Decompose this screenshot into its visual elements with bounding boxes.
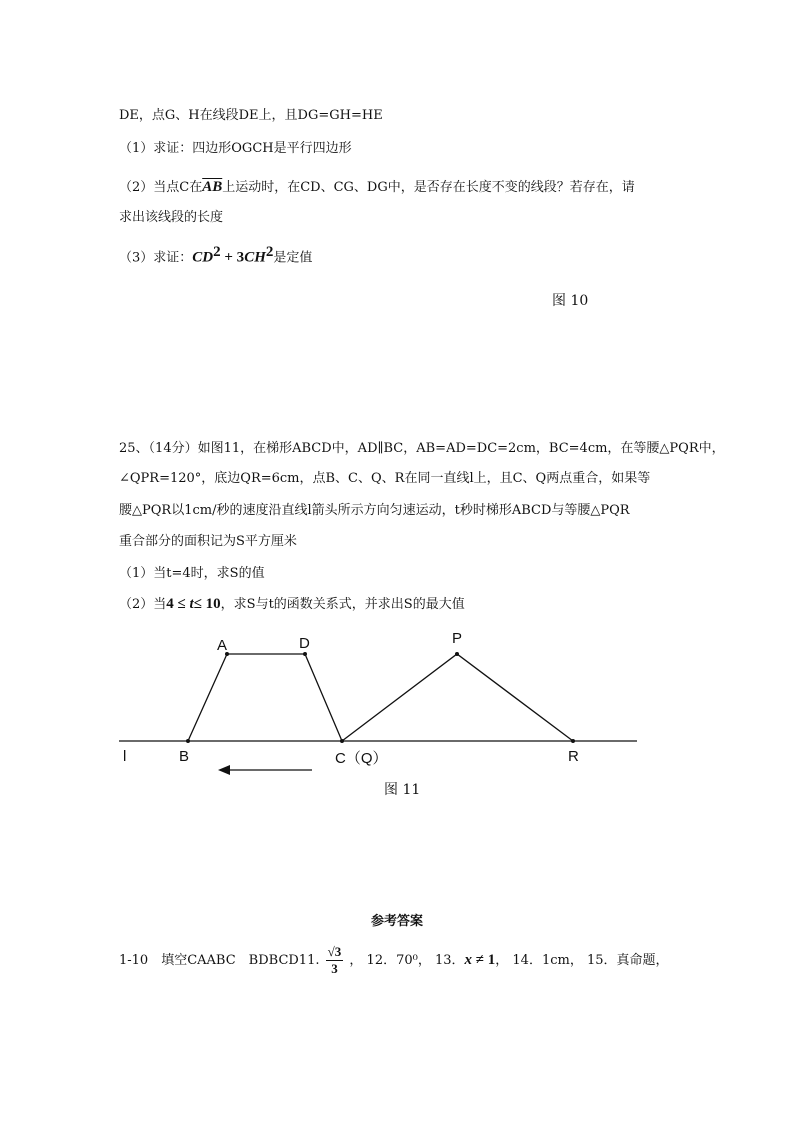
fraction-denominator: 3 <box>331 961 338 976</box>
sqrt3-over-3-fraction <box>326 944 344 977</box>
q25-ineq-t: t <box>189 596 194 612</box>
q24-intro: DE，点G、H在线段DE上，且DG=GH=HE <box>119 108 383 123</box>
q24-part3 <box>119 244 312 266</box>
q25-line3: 腰△PQR以1cm/秒的速度沿直线l箭头所示方向匀速运动，t秒时梯形ABCD与等腰△PQR <box>119 503 630 518</box>
q24-part2-suffix: 上运动时，在CD、CG、DG中，是否存在长度不变的线段？若存在，请 <box>222 180 635 195</box>
figure-11-caption: 图 11 <box>384 782 421 798</box>
figure-10-caption: 图 10 <box>552 293 589 309</box>
trapezoid-abcd <box>188 654 342 741</box>
q24-part2 <box>119 176 635 196</box>
q25-line1: 25、（14分）如图11，在梯形ABCD中，AD∥BC，AB=AD=DC=2cm，BC=4cm，在等腰△PQR中， <box>119 441 725 456</box>
q25-part2 <box>119 593 465 613</box>
q24-arc-ab: $\overline{AB}$ <box>202 179 223 195</box>
q25-ineq-b: ≤ 10 <box>193 596 221 612</box>
answers-mid: ， 12．70⁰， 13． <box>349 953 465 968</box>
label-b: B <box>179 748 190 765</box>
q25-part2-prefix: （2）当 <box>119 597 167 612</box>
label-a: A <box>217 637 228 654</box>
q24-expr-ch: CH <box>244 249 266 266</box>
q24-part2-line2: 求出该线段的长度 <box>119 210 224 225</box>
triangle-pqr <box>342 654 573 741</box>
label-p: P <box>452 630 463 647</box>
q25-part2-suffix: ，求S与t的函数关系式，并求出S的最大值 <box>220 597 465 612</box>
label-d: D <box>299 635 310 652</box>
arrow-head-icon <box>218 765 230 775</box>
answers-line <box>119 944 669 977</box>
label-l: l <box>123 748 127 765</box>
q24-expr-cd: CD <box>192 249 214 266</box>
q24-expr-plus: + 3 <box>220 249 245 266</box>
q24-part3-prefix: （3）求证： <box>119 250 193 266</box>
q24-exp-1: 2 <box>213 244 221 260</box>
point-p <box>455 652 459 656</box>
answer-x-ineq: ≠ 1 <box>472 952 496 968</box>
q25-ineq-a: 4 ≤ <box>166 596 190 612</box>
q24-part3-suffix: 是定值 <box>273 250 313 266</box>
q25-line2: ∠QPR=120°，底边QR=6cm，点B、C、Q、R在同一直线l上，且C、Q两点重合，如果等 <box>119 471 651 486</box>
figure-11 <box>0 620 794 780</box>
point-c <box>340 739 344 743</box>
answers-suffix: ， 14．1cm， 15．真命题， <box>495 953 669 968</box>
answers-title: 参考答案 <box>370 914 423 929</box>
fraction-numerator: √3 <box>327 944 342 959</box>
q24-part1: （1）求证：四边形OGCH是平行四边形 <box>119 141 352 156</box>
label-cq: C（Q） <box>335 750 388 767</box>
q25-line4: 重合部分的面积记为S平方厘米 <box>119 534 297 549</box>
q24-part2-prefix: （2）当点C在 <box>119 180 203 195</box>
point-b <box>186 739 190 743</box>
answer-x: x <box>464 952 473 968</box>
point-d <box>303 652 307 656</box>
q25-part1: （1）当t=4时，求S的值 <box>119 566 265 581</box>
point-r <box>571 739 575 743</box>
label-r: R <box>568 748 579 765</box>
q24-exp-2: 2 <box>265 244 274 260</box>
answers-prefix: 1-10 填空CAABC BDBCD11. <box>119 953 320 968</box>
